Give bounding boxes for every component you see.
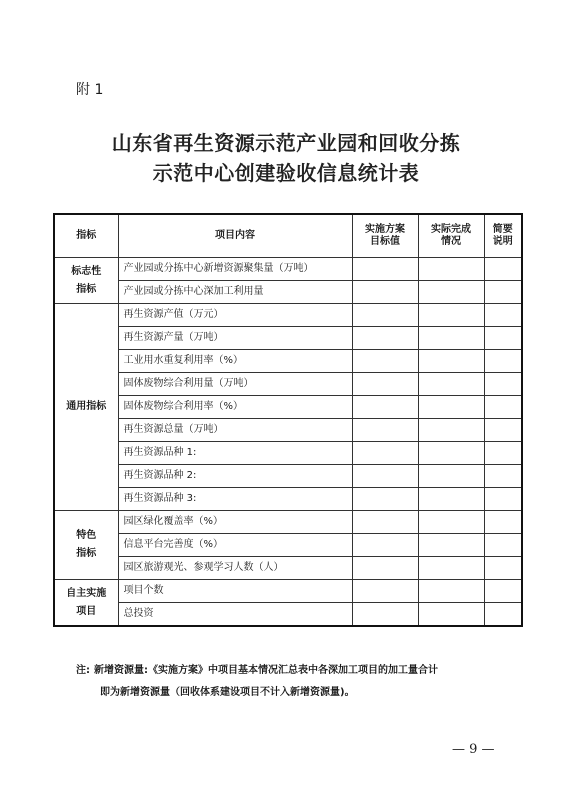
table-row — [54, 350, 522, 373]
target-cell[interactable] — [352, 511, 418, 534]
table-row — [54, 603, 522, 627]
header-indicator: 指标 — [54, 214, 118, 258]
item-content: 园区绿化覆盖率（%） — [118, 511, 352, 534]
table-header-row — [54, 214, 522, 258]
note-label: 注: — [76, 665, 90, 676]
attachment-label: 附 1 — [76, 82, 104, 98]
header-actual: 实际完成 情况 — [418, 214, 484, 258]
target-cell[interactable] — [352, 304, 418, 327]
table-row — [54, 488, 522, 511]
table-row — [54, 442, 522, 465]
document-title-line2: 示范中心创建验收信息统计表 — [152, 161, 420, 185]
target-cell[interactable] — [352, 488, 418, 511]
actual-cell[interactable] — [418, 350, 484, 373]
target-cell[interactable] — [352, 281, 418, 304]
actual-cell[interactable] — [418, 258, 484, 281]
note-cell[interactable] — [484, 534, 522, 557]
footnote — [76, 660, 516, 704]
indicator-category: 标志性 指标 — [54, 258, 118, 304]
actual-cell[interactable] — [418, 603, 484, 627]
actual-cell[interactable] — [418, 281, 484, 304]
target-cell[interactable] — [352, 557, 418, 580]
note-cell[interactable] — [484, 327, 522, 350]
target-cell[interactable] — [352, 350, 418, 373]
actual-cell[interactable] — [418, 534, 484, 557]
item-content: 再生资源总量（万吨） — [118, 419, 352, 442]
table-row — [54, 419, 522, 442]
table-row — [54, 258, 522, 281]
table-row — [54, 327, 522, 350]
target-cell[interactable] — [352, 465, 418, 488]
table-row — [54, 534, 522, 557]
page-number: — 9 — — [452, 742, 495, 757]
indicator-category: 自主实施 项目 — [54, 580, 118, 627]
item-content: 工业用水重复利用率（%） — [118, 350, 352, 373]
header-note: 简要 说明 — [484, 214, 522, 258]
note-cell[interactable] — [484, 419, 522, 442]
actual-cell[interactable] — [418, 419, 484, 442]
item-content: 固体废物综合利用率（%） — [118, 396, 352, 419]
note-cell[interactable] — [484, 511, 522, 534]
actual-cell[interactable] — [418, 465, 484, 488]
item-content: 总投资 — [118, 603, 352, 627]
table-row — [54, 557, 522, 580]
target-cell[interactable] — [352, 327, 418, 350]
table-row — [54, 304, 522, 327]
note-line2: 即为新增资源量（回收体系建设项目不计入新增资源量)。 — [100, 687, 355, 698]
item-content: 项目个数 — [118, 580, 352, 603]
header-target: 实施方案 目标值 — [352, 214, 418, 258]
indicator-category: 特色 指标 — [54, 511, 118, 580]
actual-cell[interactable] — [418, 488, 484, 511]
note-cell[interactable] — [484, 557, 522, 580]
item-content: 园区旅游观光、参观学习人数（人） — [118, 557, 352, 580]
item-content: 再生资源品种 1: — [118, 442, 352, 465]
actual-cell[interactable] — [418, 511, 484, 534]
table-row — [54, 465, 522, 488]
note-cell[interactable] — [484, 304, 522, 327]
note-line1: 新增资源量:《实施方案》中项目基本情况汇总表中各深加工项目的加工量合计 — [94, 665, 438, 676]
table-row — [54, 281, 522, 304]
actual-cell[interactable] — [418, 557, 484, 580]
target-cell[interactable] — [352, 603, 418, 627]
table-row — [54, 396, 522, 419]
target-cell[interactable] — [352, 419, 418, 442]
table-row — [54, 580, 522, 603]
item-content: 再生资源品种 3: — [118, 488, 352, 511]
actual-cell[interactable] — [418, 580, 484, 603]
actual-cell[interactable] — [418, 442, 484, 465]
item-content: 再生资源产量（万吨） — [118, 327, 352, 350]
statistics-table — [53, 213, 523, 627]
actual-cell[interactable] — [418, 396, 484, 419]
actual-cell[interactable] — [418, 373, 484, 396]
document-title-line1: 山东省再生资源示范产业园和回收分拣 — [111, 131, 461, 155]
table-row — [54, 373, 522, 396]
target-cell[interactable] — [352, 373, 418, 396]
note-cell[interactable] — [484, 350, 522, 373]
actual-cell[interactable] — [418, 304, 484, 327]
item-content: 固体废物综合利用量（万吨） — [118, 373, 352, 396]
note-cell[interactable] — [484, 580, 522, 603]
item-content: 再生资源品种 2: — [118, 465, 352, 488]
target-cell[interactable] — [352, 442, 418, 465]
table-row — [54, 511, 522, 534]
note-cell[interactable] — [484, 373, 522, 396]
actual-cell[interactable] — [418, 327, 484, 350]
note-cell[interactable] — [484, 281, 522, 304]
note-cell[interactable] — [484, 258, 522, 281]
indicator-category: 通用指标 — [54, 304, 118, 511]
target-cell[interactable] — [352, 258, 418, 281]
target-cell[interactable] — [352, 396, 418, 419]
note-cell[interactable] — [484, 465, 522, 488]
note-cell[interactable] — [484, 488, 522, 511]
item-content: 信息平台完善度（%） — [118, 534, 352, 557]
note-cell[interactable] — [484, 603, 522, 627]
item-content: 产业园或分拣中心新增资源聚集量（万吨） — [118, 258, 352, 281]
target-cell[interactable] — [352, 534, 418, 557]
header-content: 项目内容 — [118, 214, 352, 258]
item-content: 产业园或分拣中心深加工利用量 — [118, 281, 352, 304]
note-cell[interactable] — [484, 442, 522, 465]
note-cell[interactable] — [484, 396, 522, 419]
item-content: 再生资源产值（万元） — [118, 304, 352, 327]
target-cell[interactable] — [352, 580, 418, 603]
